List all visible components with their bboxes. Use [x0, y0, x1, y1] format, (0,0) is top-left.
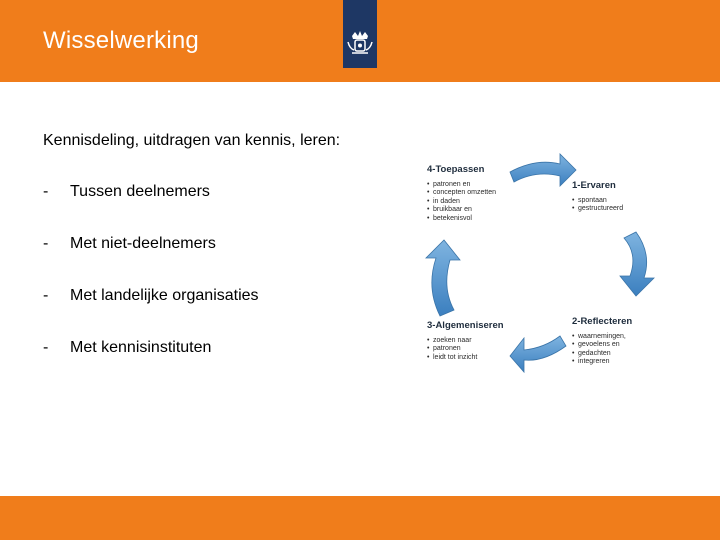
crown-icon	[346, 30, 374, 56]
header-band	[0, 0, 720, 82]
list-item: • integreren	[572, 358, 626, 366]
arrow-up-icon	[426, 240, 460, 316]
bullet-dash: -	[43, 339, 49, 356]
stage-list-algemeniseren	[427, 337, 477, 362]
bullet-text: Met kennisinstituten	[70, 339, 212, 356]
arrow-right-icon	[510, 154, 576, 186]
bullet-text: Tussen deelnemers	[70, 183, 210, 200]
stage-title-ervaren: 1-Ervaren	[572, 180, 616, 191]
stage-list-reflecteren	[572, 333, 626, 367]
bullet-dash: -	[43, 183, 49, 200]
list-item: • gestructureerd	[572, 205, 623, 213]
stage-title-reflecteren: 2-Reflecteren	[572, 316, 633, 327]
list-item: • gedachten	[572, 350, 626, 358]
list-item: • bruikbaar en	[427, 206, 496, 214]
list-item: • gevoelens en	[572, 341, 626, 349]
coat-of-arms-logo	[343, 0, 377, 68]
bullet-dash: -	[43, 235, 49, 252]
footer-band	[0, 496, 720, 540]
list-item: • waarnemingen,	[572, 333, 626, 341]
stage-list-ervaren	[572, 197, 623, 214]
list-item: • patronen en	[427, 181, 496, 189]
list-item: • spontaan	[572, 197, 623, 205]
list-item: • patronen	[427, 345, 477, 353]
list-item: • concepten omzetten	[427, 189, 496, 197]
bullet-text: Met niet-deelnemers	[70, 235, 216, 252]
arrow-left-icon	[510, 336, 566, 372]
stage-list-toepassen	[427, 181, 496, 223]
list-item: • in daden	[427, 198, 496, 206]
stage-title-toepassen: 4-Toepassen	[427, 164, 485, 175]
slide-title: Wisselwerking	[43, 27, 199, 54]
list-item: • betekenisvol	[427, 215, 496, 223]
bullet-dash: -	[43, 287, 49, 304]
bullet-text: Met landelijke organisaties	[70, 287, 259, 304]
arrow-down-icon	[620, 232, 654, 296]
learning-cycle-diagram	[418, 150, 678, 395]
stage-title-algemeniseren: 3-Algemeniseren	[427, 320, 504, 331]
list-item: • zoeken naar	[427, 337, 477, 345]
intro-text: Kennisdeling, uitdragen van kennis, leren:	[43, 132, 341, 149]
list-item: • leidt tot inzicht	[427, 354, 477, 362]
